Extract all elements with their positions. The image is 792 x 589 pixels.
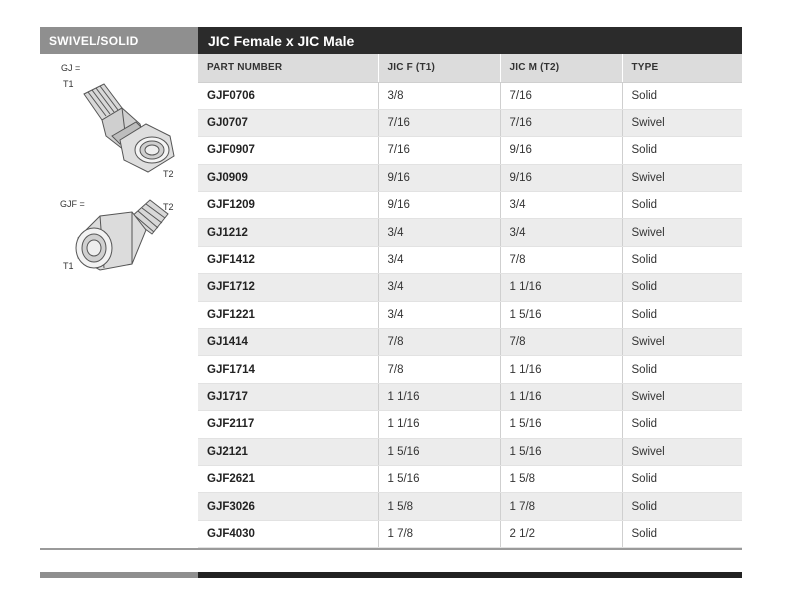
jic-f-cell: 1 5/16: [378, 438, 500, 465]
jic-m-cell: 1 5/16: [500, 301, 622, 328]
gjf-t1-label: T1: [63, 261, 74, 271]
jic-f-cell: 1 5/16: [378, 465, 500, 492]
table-row: [198, 356, 742, 383]
jic-m-cell: 1 5/8: [500, 465, 622, 492]
jic-m-cell: 7/16: [500, 82, 622, 109]
type-cell: Solid: [622, 356, 742, 383]
sidebar-header: SWIVEL/SOLID: [40, 27, 198, 54]
part-number-cell: GJF1221: [198, 301, 378, 328]
type-cell: Swivel: [622, 329, 742, 356]
jic-m-cell: 7/16: [500, 109, 622, 136]
part-number-cell: GJF3026: [198, 493, 378, 520]
table-row: [198, 192, 742, 219]
type-cell: Solid: [622, 411, 742, 438]
type-cell: Swivel: [622, 109, 742, 136]
part-number-cell: GJ2121: [198, 438, 378, 465]
gj-t2-label: T2: [163, 169, 174, 179]
table-row: [198, 274, 742, 301]
type-cell: Swivel: [622, 438, 742, 465]
type-cell: Solid: [622, 493, 742, 520]
table-title: JIC Female x JIC Male: [198, 27, 742, 54]
table-row: [198, 438, 742, 465]
jic-f-cell: 3/4: [378, 246, 500, 273]
table-row: [198, 219, 742, 246]
jic-m-cell: 2 1/2: [500, 520, 622, 547]
table-row: [198, 137, 742, 164]
jic-m-cell: 1 1/16: [500, 274, 622, 301]
jic-m-cell: 3/4: [500, 192, 622, 219]
type-cell: Swivel: [622, 164, 742, 191]
type-cell: Solid: [622, 192, 742, 219]
jic-f-cell: 3/4: [378, 219, 500, 246]
col-header-type: TYPE: [622, 54, 742, 82]
footer-bar-dark: [198, 572, 742, 578]
jic-m-cell: 1 5/16: [500, 411, 622, 438]
gjf-code-label: GJF =: [60, 199, 85, 209]
jic-f-cell: 9/16: [378, 164, 500, 191]
table-row: [198, 164, 742, 191]
part-number-cell: GJF2621: [198, 465, 378, 492]
jic-f-cell: 3/4: [378, 274, 500, 301]
part-number-cell: GJF0907: [198, 137, 378, 164]
bottom-rule: [40, 548, 742, 550]
gjf-solid-fitting-icon: [70, 194, 172, 282]
type-cell: Swivel: [622, 219, 742, 246]
gjf-t2-label: T2: [163, 202, 174, 212]
jic-m-cell: 9/16: [500, 164, 622, 191]
type-cell: Solid: [622, 82, 742, 109]
jic-f-cell: 7/8: [378, 329, 500, 356]
jic-m-cell: 1 1/16: [500, 383, 622, 410]
jic-m-cell: 3/4: [500, 219, 622, 246]
table-row: [198, 82, 742, 109]
part-number-cell: GJ0909: [198, 164, 378, 191]
type-cell: Solid: [622, 520, 742, 547]
part-number-cell: GJF1712: [198, 274, 378, 301]
jic-f-cell: 1 5/8: [378, 493, 500, 520]
type-cell: Solid: [622, 137, 742, 164]
table-row: [198, 493, 742, 520]
part-number-cell: GJF1209: [198, 192, 378, 219]
jic-f-cell: 7/16: [378, 137, 500, 164]
jic-f-cell: 9/16: [378, 192, 500, 219]
spec-table: [198, 54, 742, 548]
type-cell: Solid: [622, 274, 742, 301]
gj-swivel-fitting-icon: [74, 80, 186, 176]
jic-f-cell: 7/8: [378, 356, 500, 383]
gj-code-label: GJ =: [61, 63, 81, 73]
part-number-cell: GJF0706: [198, 82, 378, 109]
table-row: [198, 329, 742, 356]
part-number-cell: GJF4030: [198, 520, 378, 547]
part-number-cell: GJ1414: [198, 329, 378, 356]
footer-bar-gray: [40, 572, 198, 578]
part-number-cell: GJ0707: [198, 109, 378, 136]
table-row: [198, 246, 742, 273]
table-row: [198, 465, 742, 492]
gj-t1-label: T1: [63, 79, 74, 89]
type-cell: Solid: [622, 465, 742, 492]
table-row: [198, 520, 742, 547]
table-row: [198, 301, 742, 328]
jic-f-cell: 1 7/8: [378, 520, 500, 547]
type-cell: Solid: [622, 301, 742, 328]
part-number-cell: GJF2117: [198, 411, 378, 438]
jic-m-cell: 7/8: [500, 329, 622, 356]
jic-f-cell: 7/16: [378, 109, 500, 136]
col-header-part-number: PART NUMBER: [198, 54, 378, 82]
jic-f-cell: 1 1/16: [378, 383, 500, 410]
fitting-diagrams: [40, 54, 198, 548]
col-header-jic-m: JIC M (T2): [500, 54, 622, 82]
jic-f-cell: 1 1/16: [378, 411, 500, 438]
table-row: [198, 383, 742, 410]
table-header-row: [198, 54, 742, 82]
jic-f-cell: 3/8: [378, 82, 500, 109]
type-cell: Solid: [622, 246, 742, 273]
col-header-jic-f: JIC F (T1): [378, 54, 500, 82]
part-number-cell: GJF1412: [198, 246, 378, 273]
jic-f-cell: 3/4: [378, 301, 500, 328]
jic-m-cell: 1 1/16: [500, 356, 622, 383]
table-row: [198, 411, 742, 438]
table-row: [198, 109, 742, 136]
part-number-cell: GJ1717: [198, 383, 378, 410]
part-number-cell: GJ1212: [198, 219, 378, 246]
type-cell: Swivel: [622, 383, 742, 410]
jic-m-cell: 9/16: [500, 137, 622, 164]
jic-m-cell: 7/8: [500, 246, 622, 273]
part-number-cell: GJF1714: [198, 356, 378, 383]
jic-m-cell: 1 7/8: [500, 493, 622, 520]
jic-m-cell: 1 5/16: [500, 438, 622, 465]
